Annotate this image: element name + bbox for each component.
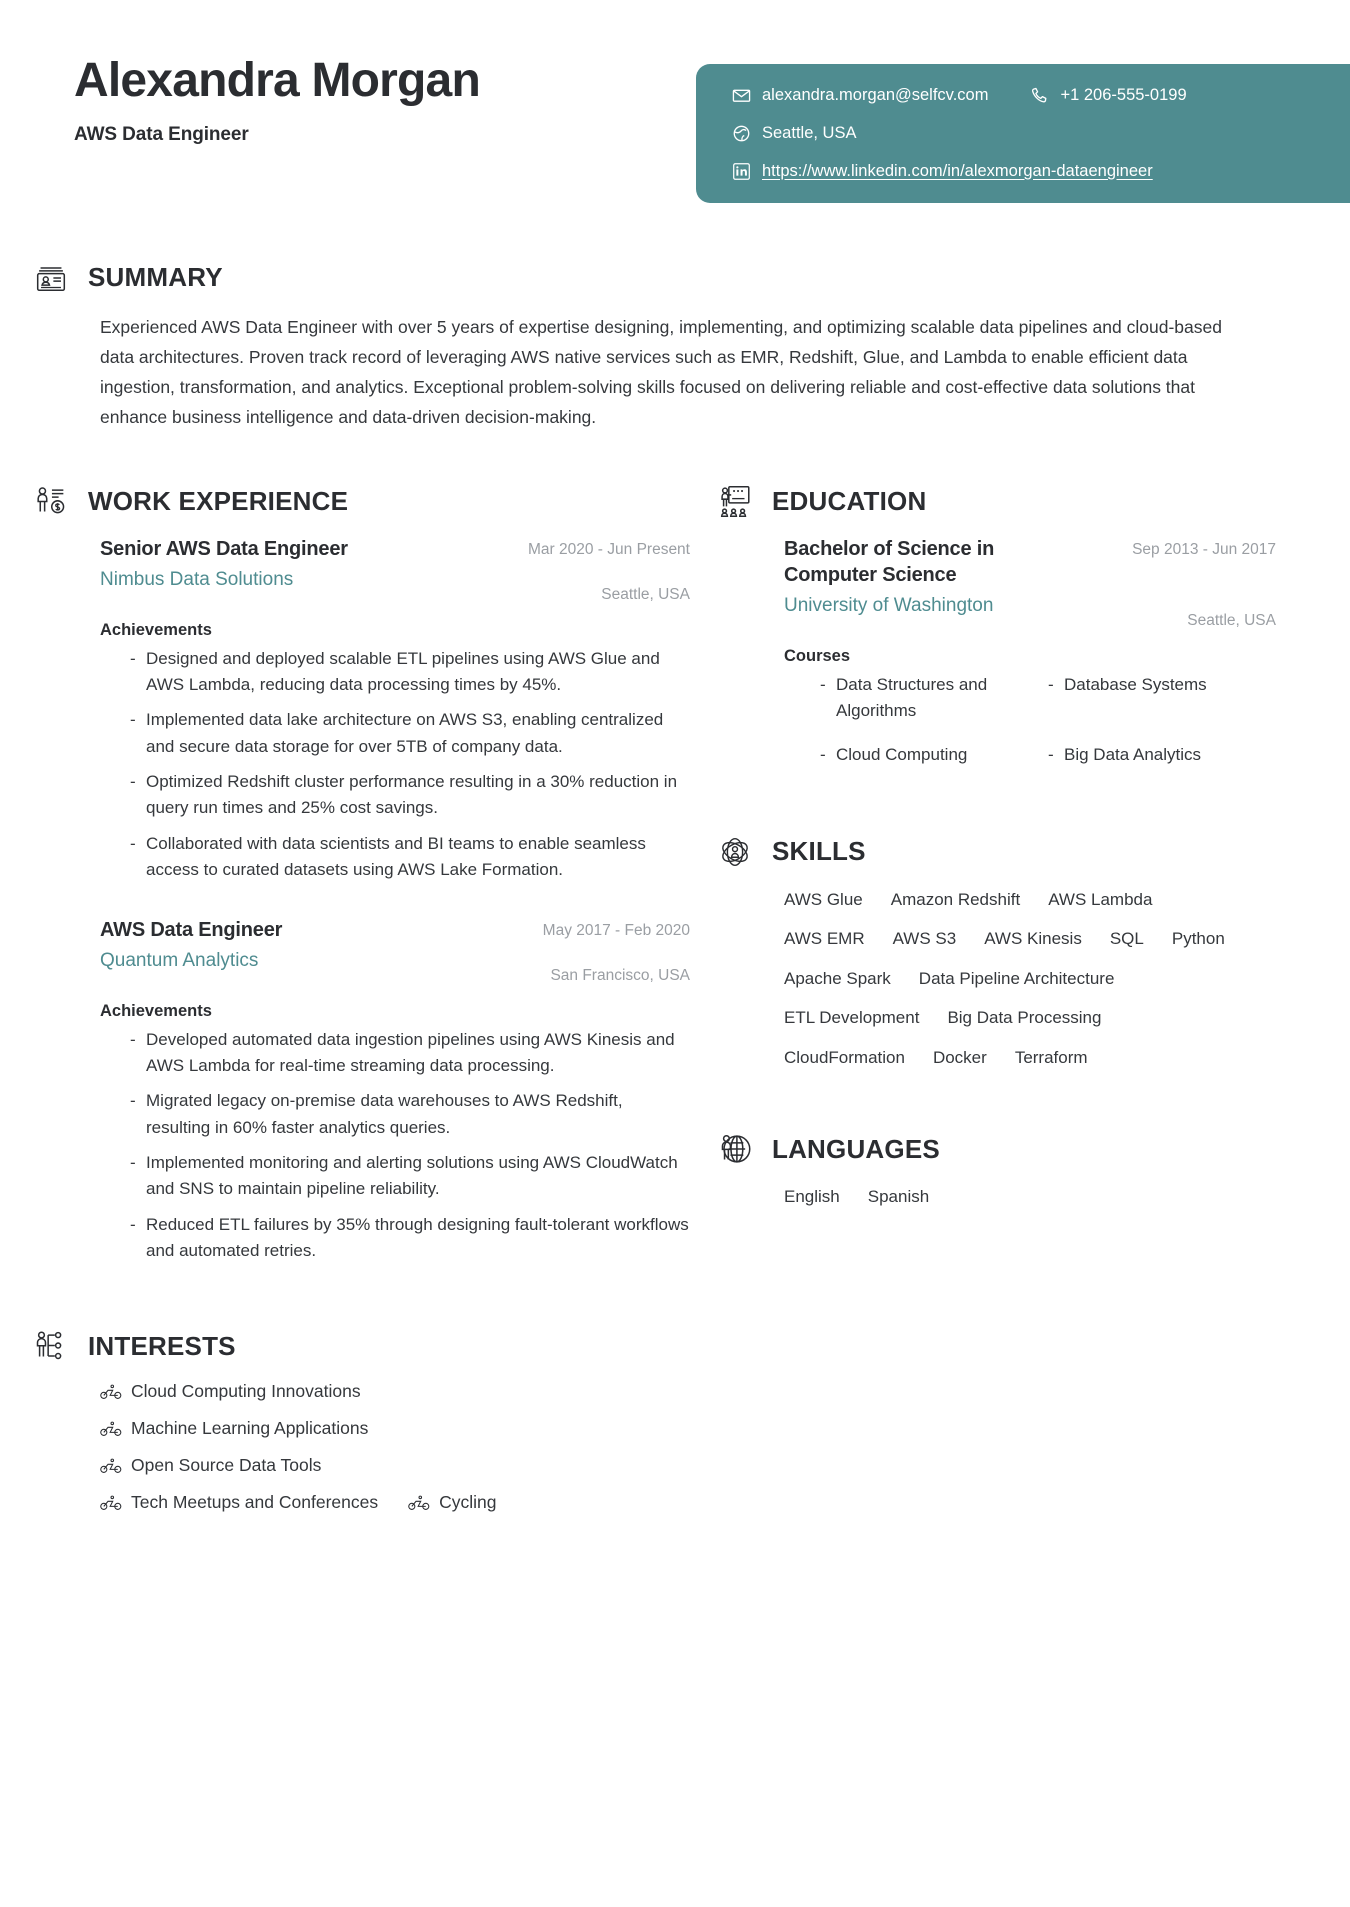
interests-list [30, 1381, 590, 1529]
skill-item: Docker [932, 1047, 987, 1067]
skill-item: Apache Spark [784, 968, 891, 988]
contact-email[interactable] [732, 86, 988, 106]
dash-bullet: - [130, 833, 136, 853]
interest-item [408, 1492, 496, 1513]
skills-section-header [714, 831, 1276, 873]
achievement-text: Designed and deployed scalable ETL pipelines using AWS Glue and AWS Lambda, reducing data processing times by 45%. [146, 648, 660, 694]
achievements-list [100, 646, 690, 884]
education-entry-left [784, 536, 1132, 619]
bicycle-icon [100, 1457, 122, 1475]
list-item [820, 742, 1048, 768]
languages-list [784, 1184, 1276, 1224]
interest-item [100, 1455, 590, 1476]
work-experience-body [30, 536, 690, 1264]
languages-title: LANGUAGES [772, 1133, 940, 1164]
list-item [130, 1088, 690, 1141]
job-title: AWS Data Engineer [74, 123, 249, 145]
list-item [130, 646, 690, 699]
skill-item: Big Data Processing [947, 1008, 1102, 1028]
summary-section [0, 256, 1350, 432]
interest-text: Open Source Data Tools [131, 1455, 322, 1476]
person-globe-icon [714, 1128, 756, 1170]
course-text: Cloud Computing [836, 745, 968, 765]
dash-bullet: - [820, 674, 826, 694]
interest-text: Cloud Computing Innovations [131, 1381, 361, 1402]
right-column [690, 480, 1276, 1223]
achievement-text: Optimized Redshift cluster performance resulting in a 30% reduction in query run times and 25% cost savings. [146, 772, 678, 818]
achievements-list [100, 1027, 690, 1265]
courses-list [784, 672, 1276, 787]
work-experience-section-header [30, 480, 690, 522]
dash-bullet: - [130, 1153, 136, 1173]
contact-phone[interactable] [1030, 86, 1186, 106]
skill-item: Python [1171, 929, 1225, 949]
skill-item: AWS Glue [784, 889, 863, 909]
work-entry-location: Seattle, USA [601, 585, 690, 603]
skill-item: AWS S3 [892, 929, 957, 949]
languages-section-header [714, 1128, 1276, 1170]
contact-box [696, 64, 1350, 203]
work-entry-role: Senior AWS Data Engineer [100, 538, 348, 561]
work-entry-right [543, 917, 690, 985]
work-entry-date: Mar 2020 - Jun Present [528, 541, 690, 559]
contact-phone-text: +1 206-555-0199 [1060, 86, 1187, 104]
contact-location-text: Seattle, USA [762, 123, 857, 142]
interest-item [100, 1418, 590, 1439]
atom-person-icon [714, 831, 756, 873]
id-card-icon [30, 256, 72, 298]
interest-item [100, 1381, 361, 1402]
skill-item: Data Pipeline Architecture [918, 968, 1115, 988]
skill-item: CloudFormation [784, 1047, 905, 1067]
skills-section [714, 831, 1276, 1085]
interest-text: Machine Learning Applications [131, 1418, 369, 1439]
list-item [130, 1150, 690, 1203]
interests-title: INTERESTS [88, 1330, 236, 1361]
envelope-icon [732, 86, 751, 105]
education-location: Seattle, USA [1187, 611, 1276, 629]
work-entry-left [100, 536, 528, 593]
skill-item: ETL Development [784, 1008, 920, 1028]
interest-text: Cycling [439, 1492, 497, 1513]
globe-icon [732, 124, 751, 143]
achievements-label: Achievements [100, 1001, 212, 1020]
list-item [130, 1027, 690, 1080]
work-entry-left [100, 917, 543, 974]
dash-bullet: - [820, 745, 826, 765]
summary-title: SUMMARY [88, 261, 223, 292]
bicycle-icon [408, 1494, 430, 1512]
page-title: Alexandra Morgan [74, 54, 480, 107]
education-school: University of Washington [784, 595, 994, 617]
course-text: Big Data Analytics [1064, 745, 1202, 765]
courses-label: Courses [784, 646, 851, 665]
list-item [130, 1212, 690, 1265]
dash-bullet: - [130, 648, 136, 668]
work-entry [100, 917, 690, 1264]
achievement-text: Implemented data lake architecture on AWS S3, enabling centralized and secure data storage for over 5TB of company data. [146, 710, 664, 756]
work-entry-date: May 2017 - Feb 2020 [542, 922, 690, 940]
work-entry-header [100, 536, 690, 604]
education-entry-right [1132, 536, 1276, 630]
interest-text: Tech Meetups and Conferences [131, 1492, 379, 1513]
achievement-text: Developed automated data ingestion pipelines using AWS Kinesis and AWS Lambda for real-time streaming data processing. [146, 1029, 675, 1076]
work-entry-right [528, 536, 690, 604]
work-experience-title: WORK EXPERIENCE [88, 485, 349, 516]
contact-linkedin[interactable] [732, 162, 1153, 182]
course-text: Database Systems [1064, 674, 1207, 694]
work-entry-location: San Francisco, USA [550, 966, 690, 984]
education-section-header [714, 480, 1276, 522]
list-item [1048, 742, 1276, 768]
skills-list [784, 887, 1276, 1085]
interests-section [0, 1325, 1350, 1529]
summary-text: Experienced AWS Data Engineer with over 5 years of expertise designing, implementing, and optimizing scalable data pipelines and cloud-based data architectures. Proven track record of leveraging AWS native services such as EMR, Redshift, Glue, and Lambda to enable efficient data ingestion, transformation, and analytics. Exceptional problem-solving skills focused on delivering reliable and cost-effective data solutions that enhance business intelligence and data-driven decision-making. [100, 317, 1222, 428]
bicycle-icon [100, 1383, 122, 1401]
skill-item: AWS EMR [784, 929, 865, 949]
contact-row-1 [732, 86, 1350, 106]
course-text: Data Structures and Algorithms [836, 674, 988, 720]
language-item: English [784, 1187, 840, 1207]
education-title: EDUCATION [772, 485, 927, 516]
language-item: Spanish [867, 1187, 930, 1207]
skill-item: SQL [1109, 929, 1144, 949]
skill-item: Terraform [1014, 1047, 1088, 1067]
languages-body [714, 1184, 1276, 1224]
contact-row-3 [732, 162, 1350, 182]
person-salary-icon [30, 480, 72, 522]
list-item [130, 831, 690, 884]
skill-item: AWS Kinesis [984, 929, 1082, 949]
education-section [714, 480, 1276, 786]
skill-item: Amazon Redshift [890, 889, 1021, 909]
contact-row-2 [732, 124, 1350, 144]
dash-bullet: - [130, 772, 136, 792]
contact-linkedin-link[interactable]: https://www.linkedin.com/in/alexmorgan-dataengineer [762, 161, 1153, 180]
education-degree: Bachelor of Science in Computer Science [784, 538, 995, 587]
work-entry-company: Quantum Analytics [100, 950, 259, 972]
bicycle-icon [100, 1420, 122, 1438]
achievement-text: Implemented monitoring and alerting solutions using AWS CloudWatch and SNS to maintain pipeline reliability. [146, 1153, 678, 1199]
resume-header [0, 0, 1350, 240]
list-item [130, 769, 690, 822]
contact-email-text: alexandra.morgan@selfcv.com [762, 86, 989, 104]
person-network-icon [30, 1325, 72, 1367]
work-entry-header [100, 917, 690, 985]
achievement-text: Collaborated with data scientists and BI teams to enable seamless access to curated datasets using AWS Lake Formation. [146, 833, 646, 880]
skills-body [714, 887, 1276, 1085]
list-item [1048, 672, 1276, 725]
education-entry-header [784, 536, 1276, 630]
linkedin-icon [732, 162, 751, 181]
dash-bullet: - [130, 1214, 136, 1234]
education-date: Sep 2013 - Jun 2017 [1132, 541, 1276, 559]
list-item [130, 707, 690, 760]
left-column [30, 480, 690, 1273]
main-columns [0, 480, 1350, 1273]
dash-bullet: - [130, 1091, 136, 1111]
education-entry [784, 536, 1276, 786]
bicycle-icon [100, 1494, 122, 1512]
work-entry-company: Nimbus Data Solutions [100, 569, 294, 591]
languages-section [714, 1128, 1276, 1224]
name-block [74, 55, 480, 146]
skills-title: SKILLS [772, 836, 866, 867]
achievement-text: Reduced ETL failures by 35% through designing fault-tolerant workflows and automated retries. [146, 1214, 689, 1261]
dash-bullet: - [1048, 745, 1054, 765]
dash-bullet: - [130, 1029, 136, 1049]
interest-item [100, 1492, 378, 1513]
summary-section-header [30, 256, 1276, 298]
work-experience-section [30, 480, 690, 1264]
work-entry [100, 536, 690, 883]
dash-bullet: - [130, 710, 136, 730]
phone-icon [1030, 86, 1049, 105]
achievements-label: Achievements [100, 620, 212, 639]
achievement-text: Migrated legacy on-premise data warehouses to AWS Redshift, resulting in 60% faster analytics queries. [146, 1091, 623, 1137]
work-entry-role: AWS Data Engineer [100, 919, 283, 942]
dash-bullet: - [1048, 674, 1054, 694]
education-body [714, 536, 1276, 786]
presentation-board-icon [714, 480, 756, 522]
skill-item: AWS Lambda [1048, 889, 1153, 909]
interests-section-header [30, 1325, 1276, 1367]
list-item [820, 672, 1048, 725]
contact-location [732, 124, 856, 144]
